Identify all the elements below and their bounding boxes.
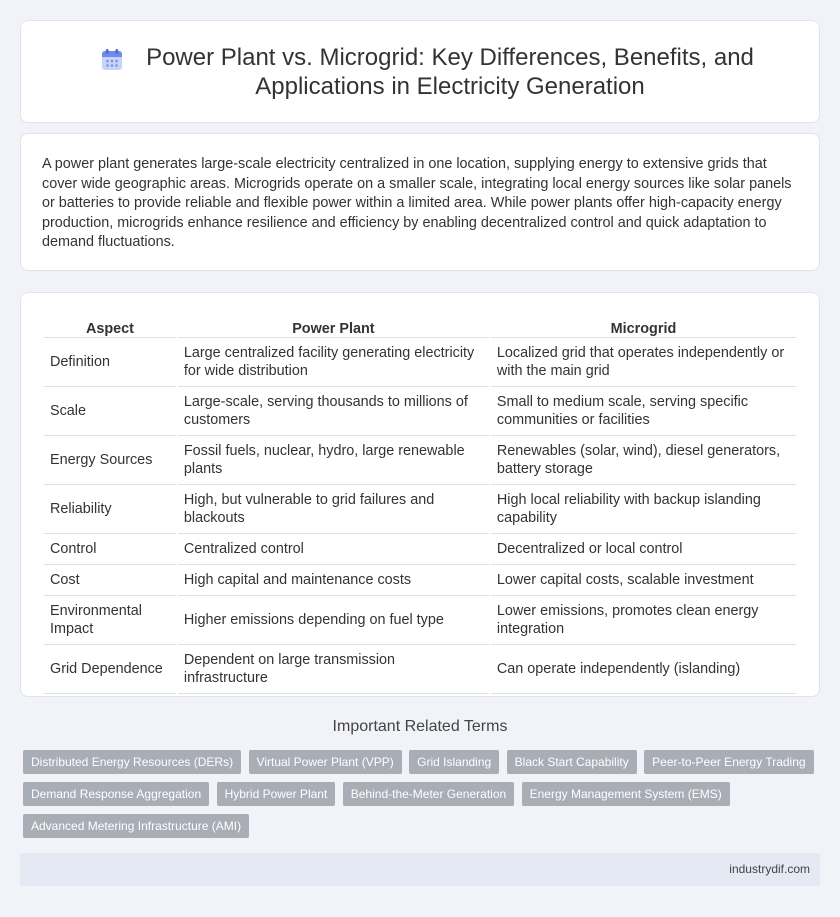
related-term-tag[interactable]: Hybrid Power Plant	[217, 782, 336, 806]
footer-bar	[20, 853, 820, 886]
table-row	[44, 338, 796, 387]
comparison-table	[42, 316, 798, 694]
footer-site-link[interactable]: industrydif.com	[729, 862, 810, 876]
intro-paragraph: A power plant generates large-scale electricity centralized in one location, supplying energy to extensive grids that cover wide geographic areas. Microgrids operate on a smaller scale, integrating local energy sources like solar panels or batteries to provide reliable and flexible power within a limited area. While power plants offer high-capacity energy production, microgrids enhance resilience and efficiency by enabling decentralized control and quick adaptation to demand fluctuations.	[42, 156, 792, 250]
table-row	[44, 645, 796, 694]
header-power-plant: Power Plant	[178, 316, 489, 338]
header-microgrid: Microgrid	[491, 316, 796, 338]
related-term-tag[interactable]: Advanced Metering Infrastructure (AMI)	[23, 814, 249, 838]
intro-card	[20, 133, 820, 271]
cell-aspect: Scale	[44, 387, 176, 436]
cell-microgrid: High local reliability with backup islanding capability	[491, 485, 796, 534]
table-row	[44, 596, 796, 645]
table-row	[44, 565, 796, 596]
table-row	[44, 534, 796, 565]
table-row	[44, 387, 796, 436]
cell-aspect: Reliability	[44, 485, 176, 534]
cell-power-plant: Large centralized facility generating electricity for wide distribution	[178, 338, 489, 387]
page-title: Power Plant vs. Microgrid: Key Differences, Benefits, and Applications in Electricity Generation	[146, 44, 754, 100]
cell-microgrid: Renewables (solar, wind), diesel generators, battery storage	[491, 436, 796, 485]
cell-power-plant: Large-scale, serving thousands to millions of customers	[178, 387, 489, 436]
cell-power-plant: High capital and maintenance costs	[178, 565, 489, 596]
cell-microgrid: Decentralized or local control	[491, 534, 796, 565]
header-aspect: Aspect	[44, 316, 176, 338]
comparison-table-card	[20, 292, 820, 697]
cell-microgrid: Can operate independently (islanding)	[491, 645, 796, 694]
related-term-tag[interactable]: Behind-the-Meter Generation	[343, 782, 514, 806]
cell-microgrid: Small to medium scale, serving specific communities or facilities	[491, 387, 796, 436]
table-row	[44, 485, 796, 534]
related-term-tag[interactable]: Demand Response Aggregation	[23, 782, 209, 806]
related-terms-list	[23, 750, 819, 846]
cell-aspect: Control	[44, 534, 176, 565]
cell-aspect: Energy Sources	[44, 436, 176, 485]
related-term-tag[interactable]: Black Start Capability	[507, 750, 637, 774]
cell-microgrid: Lower emissions, promotes clean energy integration	[491, 596, 796, 645]
cell-microgrid: Lower capital costs, scalable investment	[491, 565, 796, 596]
related-term-tag[interactable]: Virtual Power Plant (VPP)	[249, 750, 402, 774]
table-header-row	[44, 316, 796, 338]
related-term-tag[interactable]: Grid Islanding	[409, 750, 499, 774]
cell-power-plant: Centralized control	[178, 534, 489, 565]
title-card	[20, 20, 820, 123]
cell-power-plant: Fossil fuels, nuclear, hydro, large renewable plants	[178, 436, 489, 485]
cell-power-plant: Higher emissions depending on fuel type	[178, 596, 489, 645]
related-term-tag[interactable]: Energy Management System (EMS)	[522, 782, 730, 806]
cell-power-plant: Dependent on large transmission infrastructure	[178, 645, 489, 694]
related-term-tag[interactable]: Peer-to-Peer Energy Trading	[644, 750, 813, 774]
cell-aspect: Cost	[44, 565, 176, 596]
cell-microgrid: Localized grid that operates independently or with the main grid	[491, 338, 796, 387]
cell-aspect: Grid Dependence	[44, 645, 176, 694]
related-terms-heading: Important Related Terms	[332, 718, 508, 735]
table-row	[44, 436, 796, 485]
cell-power-plant: High, but vulnerable to grid failures and blackouts	[178, 485, 489, 534]
cell-aspect: Definition	[44, 338, 176, 387]
related-term-tag[interactable]: Distributed Energy Resources (DERs)	[23, 750, 241, 774]
cell-aspect: Environmental Impact	[44, 596, 176, 645]
